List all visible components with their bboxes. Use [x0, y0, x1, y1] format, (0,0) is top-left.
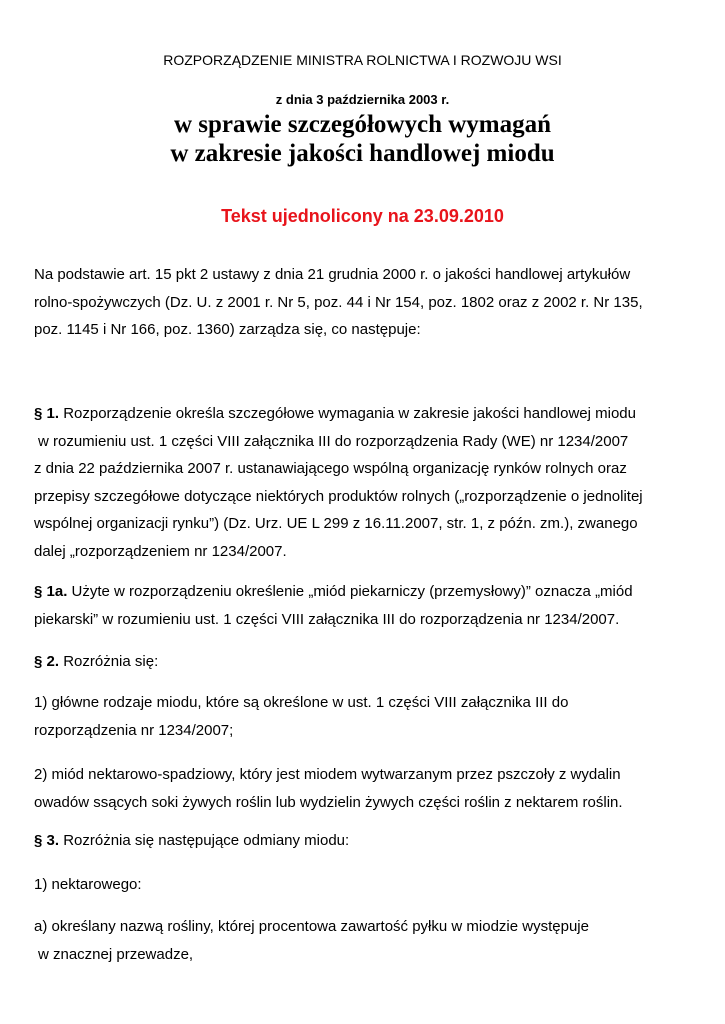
section-1-line: przepisy szczegółowe dotyczące niektórych produktów rolnych („rozporządzenie o jednolitej	[34, 487, 643, 505]
consolidated-text-notice: Tekst ujednolicony na 23.09.2010	[221, 206, 504, 226]
section-1-line: wspólnej organizacji rynku”) (Dz. Urz. UE L 299 z 16.11.2007, str. 1, z późn. zm.), zwanego	[34, 515, 638, 532]
section-3-item-1-line: 1) nektarowego:	[34, 876, 142, 893]
preamble-line: poz. 1145 i Nr 166, poz. 1360) zarządza się, co następuje:	[34, 321, 421, 338]
section-1-paragraph	[34, 400, 694, 565]
section-3-item-1	[34, 871, 694, 899]
title-line-1: w sprawie szczegółowych wymagań	[173, 111, 552, 138]
section-2-item-1	[34, 689, 694, 744]
section-2-item-2-line: owadów ssących soki żywych roślin lub wydzielin żywych części roślin z nektarem roślin.	[34, 793, 623, 811]
section-3-item-a-line: w znacznej przewadze,	[38, 945, 194, 963]
ministry-heading: ROZPORZĄDZENIE MINISTRA ROLNICTWA I ROZWOJU WSI	[163, 52, 562, 68]
preamble-paragraph	[34, 261, 694, 344]
section-1-text: Rozporządzenie określa szczegółowe wymagania w zakresie jakości handlowej miodu	[59, 405, 636, 422]
section-1-label: § 1.	[34, 405, 60, 422]
section-2-item-1-line: rozporządzenia nr 1234/2007;	[34, 721, 234, 739]
section-1-line: z dnia 22 października 2007 r. ustanawiającego wspólną organizację rynków rolnych oraz	[34, 460, 627, 477]
preamble-line: Na podstawie art. 15 pkt 2 ustawy z dnia 21 grudnia 2000 r. o jakości handlowej artykułów	[34, 266, 631, 283]
section-1-line: w rozumieniu ust. 1 części VIII załącznika III do rozporządzenia Rady (WE) nr 1234/2007	[38, 432, 629, 450]
preamble-line: rolno-spożywczych (Dz. U. z 2001 r. Nr 5, poz. 44 i Nr 154, poz. 1802 oraz z 2002 r. Nr 135,	[34, 293, 643, 311]
section-2-first-line	[34, 648, 694, 676]
section-3-item-a-line: a) określany nazwą rośliny, której procentowa zawartość pyłku w miodzie występuje	[34, 918, 589, 935]
section-1a-label: § 1a.	[34, 583, 68, 600]
section-1a-first-line	[34, 578, 694, 606]
section-3-item-a	[34, 913, 694, 968]
section-3-heading	[34, 827, 694, 855]
regulation-title	[0, 110, 725, 168]
section-1a-paragraph	[34, 578, 694, 633]
title-line-2: w zakresie jakości handlowej miodu	[170, 140, 555, 167]
section-3-label: § 3.	[34, 832, 60, 849]
section-1-first-line	[34, 400, 694, 428]
section-2-item-2	[34, 761, 694, 816]
section-2-item-1-line: 1) główne rodzaje miodu, które są określone w ust. 1 części VIII załącznika III do	[34, 694, 569, 711]
section-2-text: Rozróżnia się:	[59, 653, 159, 670]
section-3-first-line	[34, 827, 694, 855]
section-2-heading	[34, 648, 694, 676]
section-3-text: Rozróżnia się następujące odmiany miodu:	[59, 832, 350, 849]
section-1-line: dalej „rozporządzeniem nr 1234/2007.	[34, 542, 287, 560]
section-2-item-2-line: 2) miód nektarowo-spadziowy, który jest miodem wytwarzanym przez pszczoły z wydalin	[34, 766, 621, 783]
section-1a-line: piekarski” w rozumieniu ust. 1 części VIII załącznika III do rozporządzenia nr 1234/2007.	[34, 610, 620, 628]
regulation-date: z dnia 3 października 2003 r.	[275, 92, 450, 107]
section-1a-text: Użyte w rozporządzeniu określenie „miód piekarniczy (przemysłowy)” oznacza „miód	[67, 583, 633, 600]
section-2-label: § 2.	[34, 653, 60, 670]
